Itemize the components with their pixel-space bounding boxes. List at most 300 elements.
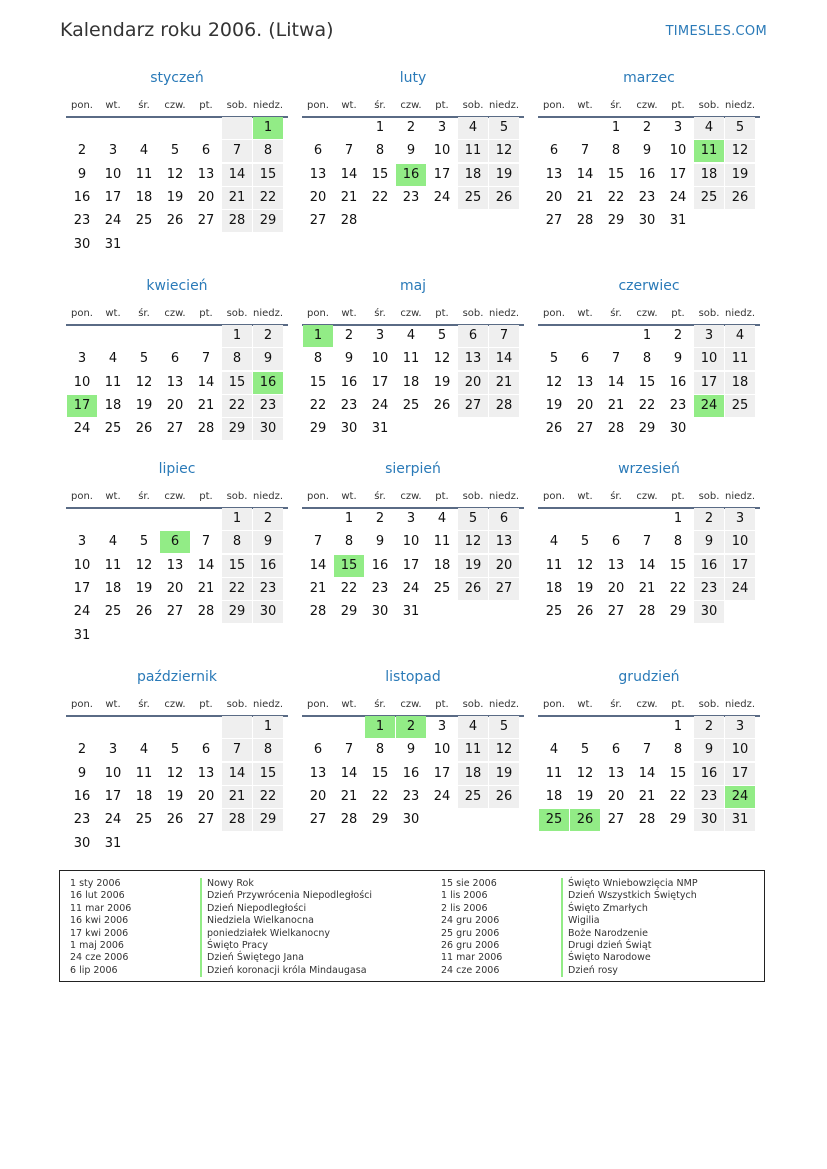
day-cell: 10 <box>104 166 122 182</box>
day-cell: 1 <box>611 120 621 135</box>
weekday-label: pt. <box>199 699 213 710</box>
day-cell: 22 <box>638 397 656 413</box>
day-cell: 13 <box>309 765 327 781</box>
day-cell: 1 <box>263 719 273 734</box>
weekday-label: wt. <box>105 308 121 319</box>
weekday-label: pt. <box>435 699 449 710</box>
day-cell: 7 <box>499 328 509 343</box>
day-cell: 9 <box>406 143 416 159</box>
weekday-label: czw. <box>636 699 658 710</box>
day-cell: 30 <box>340 421 358 437</box>
weekday-label: niedz. <box>725 699 756 710</box>
weekday-label: sob. <box>226 100 248 111</box>
day-cell: 6 <box>313 143 323 159</box>
day-cell: 21 <box>638 580 656 596</box>
legend-date: 11 mar 2006 <box>70 902 132 914</box>
weekday-label: śr. <box>374 308 386 319</box>
legend-date: 15 sie 2006 <box>441 878 497 889</box>
day-cell: 15 <box>371 765 389 781</box>
month-name: wrzesień <box>618 461 680 477</box>
weekday-label: śr. <box>374 491 386 502</box>
day-cell: 17 <box>731 765 749 781</box>
day-cell: 12 <box>464 534 482 550</box>
day-cell: 26 <box>464 580 482 596</box>
weekday-label: czw. <box>400 100 422 111</box>
day-cell: 2 <box>396 716 426 738</box>
day-cell: 1 <box>232 328 242 343</box>
day-cell: 5 <box>437 328 447 343</box>
day-cell: 26 <box>135 604 153 620</box>
day-cell: 3 <box>437 719 447 734</box>
day-cell: 16 <box>700 557 718 573</box>
day-cell: 22 <box>607 189 625 205</box>
day-cell: 8 <box>673 534 683 550</box>
weekday-label: śr. <box>610 100 622 111</box>
day-cell: 29 <box>340 604 358 620</box>
weekday-label: pon. <box>543 491 565 502</box>
day-cell: 11 <box>135 765 153 781</box>
day-cell: 1 <box>365 716 395 738</box>
day-cell: 27 <box>464 397 482 413</box>
day-cell: 8 <box>344 534 354 550</box>
day-cell: 13 <box>166 374 184 390</box>
day-cell: 25 <box>433 580 451 596</box>
day-cell: 9 <box>704 742 714 758</box>
day-cell: 24 <box>73 604 91 620</box>
day-cell: 31 <box>402 604 420 620</box>
day-cell: 9 <box>344 351 354 367</box>
day-cell: 28 <box>340 213 358 229</box>
day-cell: 23 <box>669 397 687 413</box>
day-cell: 3 <box>108 143 118 159</box>
day-cell: 24 <box>433 189 451 205</box>
weekday-label: wt. <box>105 100 121 111</box>
day-cell: 27 <box>309 812 327 828</box>
day-cell: 9 <box>642 143 652 159</box>
day-cell: 2 <box>406 120 416 135</box>
day-cell: 29 <box>228 421 246 437</box>
weekday-label: niedz. <box>725 308 756 319</box>
day-cell: 15 <box>607 166 625 182</box>
day-cell: 6 <box>580 351 590 367</box>
day-cell: 10 <box>731 534 749 550</box>
day-cell: 8 <box>232 534 242 550</box>
day-cell: 18 <box>545 580 563 596</box>
day-cell: 1 <box>642 328 652 343</box>
day-cell: 3 <box>77 534 87 550</box>
day-cell: 20 <box>607 788 625 804</box>
day-cell: 18 <box>104 580 122 596</box>
weekday-label: niedz. <box>253 699 284 710</box>
day-cell: 22 <box>228 397 246 413</box>
day-cell: 13 <box>607 557 625 573</box>
day-cell: 3 <box>77 351 87 367</box>
day-cell: 3 <box>704 328 714 343</box>
day-cell: 4 <box>406 328 416 343</box>
day-cell: 21 <box>197 580 215 596</box>
day-cell: 28 <box>638 604 656 620</box>
day-cell: 24 <box>73 421 91 437</box>
day-cell: 11 <box>104 557 122 573</box>
day-cell: 28 <box>228 812 246 828</box>
day-cell: 16 <box>253 372 283 394</box>
day-cell: 5 <box>580 742 590 758</box>
day-cell: 16 <box>340 374 358 390</box>
day-cell: 31 <box>104 835 122 851</box>
day-cell: 3 <box>735 511 745 526</box>
day-cell: 29 <box>259 213 277 229</box>
month-name: maj <box>399 278 427 294</box>
weekday-label: pon. <box>71 100 93 111</box>
day-cell: 9 <box>77 166 87 182</box>
day-cell: 16 <box>402 765 420 781</box>
month-name: czerwiec <box>618 278 680 294</box>
day-cell: 14 <box>576 166 594 182</box>
day-cell: 23 <box>402 788 420 804</box>
day-cell: 16 <box>638 166 656 182</box>
day-cell: 17 <box>433 166 451 182</box>
day-cell: 8 <box>375 143 385 159</box>
day-cell: 18 <box>700 166 718 182</box>
day-cell: 9 <box>375 534 385 550</box>
day-cell: 28 <box>340 812 358 828</box>
day-cell: 17 <box>669 166 687 182</box>
day-cell: 14 <box>495 351 513 367</box>
weekday-label: sob. <box>698 308 720 319</box>
weekday-label: pt. <box>199 100 213 111</box>
day-cell: 15 <box>259 166 277 182</box>
day-cell: 5 <box>499 719 509 734</box>
day-cell: 7 <box>642 534 652 550</box>
weekday-label: niedz. <box>489 308 520 319</box>
day-cell: 8 <box>375 742 385 758</box>
day-cell: 22 <box>669 580 687 596</box>
day-cell: 11 <box>694 140 724 162</box>
month-name: grudzień <box>618 669 680 685</box>
day-cell: 25 <box>464 189 482 205</box>
day-cell: 23 <box>700 788 718 804</box>
day-cell: 21 <box>228 189 246 205</box>
legend-date: 24 gru 2006 <box>441 915 500 927</box>
day-cell: 3 <box>735 719 745 734</box>
day-cell: 18 <box>464 166 482 182</box>
day-cell: 23 <box>259 397 277 413</box>
weekday-label: czw. <box>636 491 658 502</box>
weekday-label: sob. <box>698 100 720 111</box>
day-cell: 22 <box>371 189 389 205</box>
day-cell: 17 <box>433 765 451 781</box>
day-cell: 22 <box>669 788 687 804</box>
day-cell: 28 <box>607 421 625 437</box>
day-cell: 30 <box>700 812 718 828</box>
day-cell: 14 <box>197 374 215 390</box>
day-cell: 14 <box>340 166 358 182</box>
day-cell: 27 <box>197 213 215 229</box>
day-cell: 26 <box>576 604 594 620</box>
day-cell: 5 <box>170 742 180 758</box>
day-cell: 14 <box>340 765 358 781</box>
weekday-label: wt. <box>577 100 593 111</box>
weekday-label: wt. <box>105 491 121 502</box>
day-cell: 19 <box>135 397 153 413</box>
legend-date: 24 cze 2006 <box>70 952 129 964</box>
day-cell: 19 <box>731 166 749 182</box>
day-cell: 30 <box>669 421 687 437</box>
day-cell: 24 <box>104 213 122 229</box>
day-cell: 7 <box>232 742 242 758</box>
day-cell: 11 <box>135 166 153 182</box>
day-cell: 7 <box>344 742 354 758</box>
day-cell: 29 <box>309 421 327 437</box>
day-cell: 11 <box>464 143 482 159</box>
day-cell: 21 <box>340 189 358 205</box>
day-cell: 21 <box>340 788 358 804</box>
day-cell: 14 <box>638 557 656 573</box>
day-cell: 10 <box>371 351 389 367</box>
day-cell: 29 <box>669 604 687 620</box>
weekday-label: pon. <box>543 308 565 319</box>
day-cell: 6 <box>468 328 478 343</box>
weekday-label: wt. <box>341 699 357 710</box>
legend-holiday-name: poniedziałek Wielkanocny <box>200 928 330 940</box>
day-cell: 2 <box>375 511 385 526</box>
weekday-label: wt. <box>577 491 593 502</box>
day-cell: 19 <box>545 397 563 413</box>
day-cell: 16 <box>669 374 687 390</box>
month-name: październik <box>137 669 217 685</box>
day-cell: 8 <box>263 143 273 159</box>
day-cell: 14 <box>228 765 246 781</box>
day-cell: 12 <box>495 742 513 758</box>
weekday-label: śr. <box>610 308 622 319</box>
weekday-label: niedz. <box>725 100 756 111</box>
day-cell: 30 <box>73 835 91 851</box>
day-cell: 23 <box>73 213 91 229</box>
weekday-label: czw. <box>400 699 422 710</box>
day-cell: 31 <box>73 627 91 643</box>
day-cell: 9 <box>263 534 273 550</box>
legend-holiday-name: Drugi dzień Świąt <box>561 940 651 952</box>
weekday-label: sob. <box>226 491 248 502</box>
legend-holiday-name: Święto Pracy <box>200 940 268 952</box>
day-cell: 13 <box>607 765 625 781</box>
day-cell: 2 <box>704 719 714 734</box>
weekday-label: niedz. <box>489 491 520 502</box>
legend-date: 25 gru 2006 <box>441 927 500 939</box>
day-cell: 4 <box>468 120 478 135</box>
day-cell: 12 <box>545 374 563 390</box>
weekday-label: czw. <box>400 491 422 502</box>
day-cell: 29 <box>228 604 246 620</box>
day-cell: 18 <box>545 788 563 804</box>
weekday-label: pon. <box>307 100 329 111</box>
page-title: Kalendarz roku 2006. (Litwa) <box>60 19 334 41</box>
day-cell: 3 <box>375 328 385 343</box>
weekday-label: czw. <box>164 308 186 319</box>
day-cell: 18 <box>104 397 122 413</box>
weekday-label: sob. <box>226 699 248 710</box>
day-cell: 13 <box>495 534 513 550</box>
day-cell: 5 <box>549 351 559 367</box>
day-cell: 17 <box>73 580 91 596</box>
day-cell: 16 <box>371 557 389 573</box>
day-cell: 25 <box>545 604 563 620</box>
day-cell: 10 <box>73 557 91 573</box>
day-cell: 30 <box>371 604 389 620</box>
weekday-label: pt. <box>435 308 449 319</box>
day-cell: 4 <box>468 719 478 734</box>
weekday-label: śr. <box>610 699 622 710</box>
day-cell: 9 <box>77 765 87 781</box>
weekday-label: śr. <box>138 100 150 111</box>
day-cell: 4 <box>549 742 559 758</box>
day-cell: 11 <box>545 765 563 781</box>
day-cell: 28 <box>495 397 513 413</box>
day-cell: 24 <box>371 397 389 413</box>
legend-date: 1 maj 2006 <box>70 940 124 951</box>
brand-link[interactable]: TIMESLES.COM <box>665 24 767 39</box>
weekday-label: sob. <box>226 308 248 319</box>
legend-date: 6 lip 2006 <box>70 964 118 976</box>
day-cell: 14 <box>607 374 625 390</box>
day-cell: 11 <box>433 534 451 550</box>
day-cell: 23 <box>638 189 656 205</box>
day-cell: 24 <box>433 788 451 804</box>
day-cell: 6 <box>201 742 211 758</box>
day-cell: 15 <box>638 374 656 390</box>
day-cell: 2 <box>263 511 273 526</box>
day-cell: 13 <box>197 765 215 781</box>
day-cell: 1 <box>673 719 683 734</box>
day-cell: 21 <box>638 788 656 804</box>
weekday-label: śr. <box>138 491 150 502</box>
day-cell: 1 <box>253 117 283 139</box>
day-cell: 6 <box>160 531 190 553</box>
day-cell: 5 <box>499 120 509 135</box>
day-cell: 11 <box>104 374 122 390</box>
day-cell: 14 <box>309 557 327 573</box>
day-cell: 18 <box>731 374 749 390</box>
day-cell: 25 <box>539 809 569 831</box>
day-cell: 17 <box>731 557 749 573</box>
day-cell: 20 <box>464 374 482 390</box>
day-cell: 16 <box>259 557 277 573</box>
day-cell: 6 <box>611 742 621 758</box>
weekday-label: wt. <box>577 699 593 710</box>
day-cell: 20 <box>197 189 215 205</box>
day-cell: 11 <box>402 351 420 367</box>
day-cell: 12 <box>576 765 594 781</box>
day-cell: 8 <box>642 351 652 367</box>
day-cell: 25 <box>731 397 749 413</box>
legend-holiday-name: Dzień Niepodległości <box>200 903 306 915</box>
weekday-label: sob. <box>698 699 720 710</box>
legend-date: 24 cze 2006 <box>441 964 500 976</box>
day-cell: 10 <box>669 143 687 159</box>
day-cell: 4 <box>108 534 118 550</box>
day-cell: 6 <box>313 742 323 758</box>
day-cell: 17 <box>371 374 389 390</box>
day-cell: 13 <box>545 166 563 182</box>
weekday-label: pt. <box>199 308 213 319</box>
day-cell: 15 <box>309 374 327 390</box>
day-cell: 17 <box>104 788 122 804</box>
day-cell: 28 <box>228 213 246 229</box>
legend-holiday-name: Święto Zmarłych <box>561 903 648 915</box>
day-cell: 18 <box>135 189 153 205</box>
day-cell: 14 <box>638 765 656 781</box>
day-cell: 20 <box>545 189 563 205</box>
weekday-label: czw. <box>164 491 186 502</box>
day-cell: 31 <box>731 812 749 828</box>
legend-holiday-name: Dzień rosy <box>561 965 618 977</box>
day-cell: 23 <box>259 580 277 596</box>
legend-date: 1 sty 2006 <box>70 878 121 889</box>
day-cell: 27 <box>607 604 625 620</box>
weekday-label: pt. <box>671 308 685 319</box>
weekday-label: sob. <box>698 491 720 502</box>
day-cell: 4 <box>139 143 149 159</box>
day-cell: 20 <box>495 557 513 573</box>
day-cell: 15 <box>669 557 687 573</box>
day-cell: 19 <box>576 788 594 804</box>
legend-holiday-name: Wigilia <box>561 915 600 927</box>
weekend-shade <box>222 716 252 738</box>
day-cell: 3 <box>437 120 447 135</box>
day-cell: 19 <box>166 189 184 205</box>
day-cell: 5 <box>580 534 590 550</box>
weekday-label: pt. <box>671 100 685 111</box>
day-cell: 16 <box>73 788 91 804</box>
day-cell: 12 <box>495 143 513 159</box>
day-cell: 12 <box>576 557 594 573</box>
legend-holiday-name: Boże Narodzenie <box>561 928 648 940</box>
weekday-label: pt. <box>435 491 449 502</box>
day-cell: 28 <box>576 213 594 229</box>
day-cell: 10 <box>731 742 749 758</box>
day-cell: 21 <box>576 189 594 205</box>
day-cell: 20 <box>309 189 327 205</box>
day-cell: 22 <box>371 788 389 804</box>
day-cell: 30 <box>638 213 656 229</box>
day-cell: 7 <box>580 143 590 159</box>
legend-holiday-name: Dzień Wszystkich Świętych <box>561 890 697 902</box>
day-cell: 27 <box>166 604 184 620</box>
weekday-label: niedz. <box>253 308 284 319</box>
weekday-label: śr. <box>374 699 386 710</box>
day-cell: 4 <box>735 328 745 343</box>
weekday-label: sob. <box>462 699 484 710</box>
day-cell: 9 <box>263 351 273 367</box>
day-cell: 22 <box>259 189 277 205</box>
day-cell: 27 <box>309 213 327 229</box>
weekday-label: wt. <box>577 308 593 319</box>
day-cell: 2 <box>344 328 354 343</box>
day-cell: 27 <box>197 812 215 828</box>
day-cell: 25 <box>104 604 122 620</box>
day-cell: 13 <box>464 351 482 367</box>
day-cell: 29 <box>259 812 277 828</box>
day-cell: 5 <box>139 351 149 367</box>
day-cell: 16 <box>73 189 91 205</box>
weekday-label: pon. <box>543 699 565 710</box>
day-cell: 1 <box>673 511 683 526</box>
month-name: lipiec <box>158 461 196 477</box>
day-cell: 30 <box>259 421 277 437</box>
weekday-label: śr. <box>610 491 622 502</box>
day-cell: 26 <box>135 421 153 437</box>
day-cell: 4 <box>139 742 149 758</box>
